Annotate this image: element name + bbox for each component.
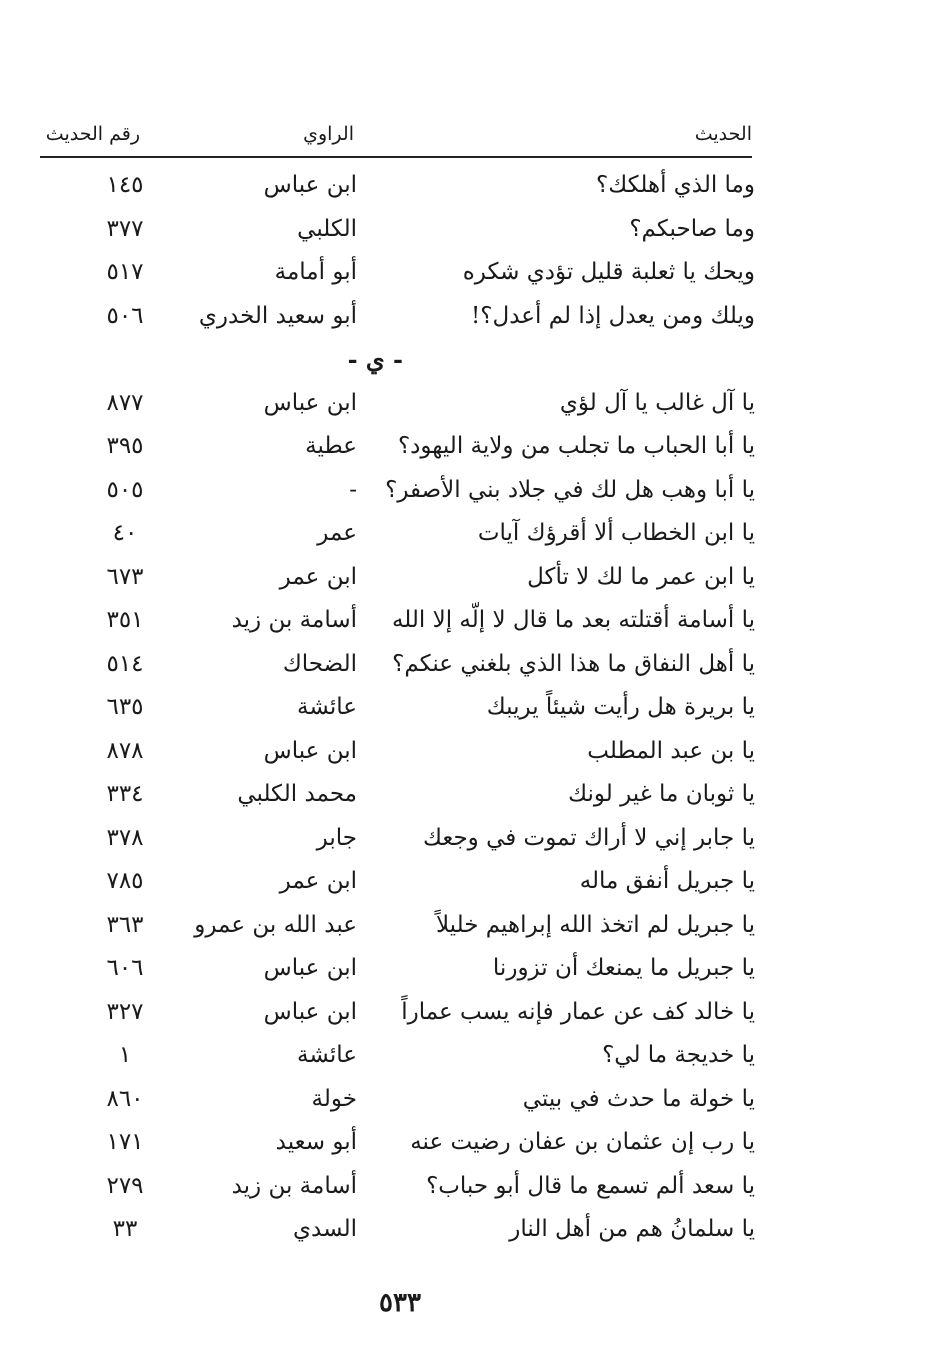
- column-header-number: رقم الحديث: [45, 123, 140, 145]
- table-row: [40, 904, 755, 948]
- table-row: [40, 599, 755, 643]
- hadith-text: ويلك ومن يعدل إذا لم أعدل؟!: [471, 302, 755, 329]
- table-row: [40, 1165, 755, 1209]
- narrator-name: ابن عباس: [263, 172, 357, 198]
- hadith-number: ٣٥١: [106, 607, 144, 633]
- table-row: [40, 686, 755, 730]
- table-row: [40, 1121, 755, 1165]
- narrator-name: أسامة بن زيد: [231, 1172, 357, 1199]
- hadith-number: ٥١٧: [106, 259, 144, 285]
- narrator-name: الكلبي: [297, 215, 357, 242]
- table-row: [40, 1208, 755, 1252]
- hadith-text: يا جابر إني لا أراك تموت في وجعك: [422, 824, 755, 851]
- hadith-number: ٥١٤: [106, 650, 144, 677]
- hadith-number: ٥٠٦: [106, 302, 144, 329]
- table-row: [40, 1078, 755, 1122]
- hadith-text: يا أهل النفاق ما هذا الذي بلغني عنكم؟: [392, 650, 755, 677]
- table-row: [40, 730, 755, 774]
- hadith-text: وما الذي أهلكك؟: [596, 172, 755, 198]
- table-row: [40, 1034, 755, 1078]
- table-row: [40, 947, 755, 991]
- hadith-number: ٥٠٥: [106, 476, 144, 503]
- hadith-number: ٣٩٥: [106, 433, 144, 459]
- hadith-text: ويحك يا ثعلبة قليل تؤدي شكره: [462, 259, 755, 285]
- table-row: [40, 208, 755, 252]
- narrator-name: خولة: [311, 1085, 357, 1112]
- hadith-number: ٣٣: [112, 1216, 138, 1242]
- table-row: [40, 643, 755, 687]
- narrator-name: ابن عباس: [263, 389, 357, 416]
- hadith-text: يا أسامة أقتلته بعد ما قال لا إلّه إلا الله: [391, 607, 755, 633]
- hadith-number: ٧٨٥: [106, 868, 144, 894]
- hadith-number: ٣٧٨: [106, 824, 144, 851]
- hadith-number: ٤٠: [112, 520, 138, 546]
- hadith-text: يا ابن عمر ما لك لا تأكل: [527, 563, 755, 590]
- narrator-name: ابن عباس: [263, 737, 357, 764]
- hadith-text: يا بن عبد المطلب: [587, 737, 755, 764]
- hadith-text: يا ثوبان ما غير لونك: [568, 781, 755, 807]
- index-table: [40, 164, 755, 1252]
- hadith-number: ٣٧٧: [106, 215, 144, 242]
- page-number: ٥٣٣: [379, 1288, 421, 1318]
- table-row: [40, 556, 755, 600]
- hadith-text: يا خالد كف عن عمار فإنه يسب عماراً: [401, 998, 755, 1025]
- narrator-name: أبو سعيد الخدري: [198, 302, 357, 329]
- hadith-text: يا جبريل ما يمنعك أن تزورنا: [492, 955, 755, 981]
- hadith-text: يا جبريل أنفق ماله: [579, 868, 755, 894]
- table-row: [40, 512, 755, 556]
- table-row: [40, 382, 755, 426]
- table-row: [40, 991, 755, 1035]
- narrator-name: ابن عمر: [279, 563, 357, 590]
- hadith-text: يا سعد ألم تسمع ما قال أبو حباب؟: [426, 1172, 755, 1199]
- hadith-text: يا رب إن عثمان بن عفان رضيت عنه: [410, 1129, 755, 1155]
- section-letter-heading: [40, 338, 755, 382]
- column-header-hadith: الحديث: [694, 123, 752, 145]
- narrator-name: عائشة: [297, 694, 357, 720]
- table-header: [40, 120, 752, 148]
- table-row: [40, 251, 755, 295]
- narrator-name: ابن عباس: [263, 998, 357, 1025]
- hadith-text: يا خديجة ما لي؟: [602, 1042, 755, 1068]
- section-letter: - ي -: [347, 345, 403, 374]
- narrator-name: أبو سعيد: [275, 1129, 357, 1155]
- narrator-name: ابن عمر: [279, 868, 357, 894]
- hadith-number: ١٤٥: [106, 172, 144, 198]
- narrator-name: ابن عباس: [263, 955, 357, 981]
- column-header-narrator: الراوي: [303, 123, 354, 145]
- hadith-number: ٦٠٦: [106, 955, 144, 981]
- header-divider: [40, 156, 752, 158]
- hadith-number: ٦٣٥: [106, 694, 144, 720]
- narrator-name: عطية: [305, 433, 357, 459]
- table-row: [40, 773, 755, 817]
- hadith-number: ٣٢٧: [106, 998, 144, 1025]
- hadith-number: ٨٧٨: [106, 737, 144, 764]
- table-row: [40, 469, 755, 513]
- hadith-number: ٨٧٧: [106, 389, 144, 416]
- table-row: [40, 860, 755, 904]
- table-row: [40, 425, 755, 469]
- hadith-number: ٣٣٤: [106, 781, 144, 807]
- narrator-name: الضحاك: [282, 650, 357, 677]
- hadith-number: ١: [118, 1042, 132, 1068]
- narrator-name: جابر: [316, 824, 357, 851]
- hadith-number: ٣٦٣: [106, 911, 144, 938]
- hadith-text: يا بريرة هل رأيت شيئاً يريبك: [486, 694, 755, 720]
- hadith-number: ١٧١: [106, 1129, 144, 1155]
- hadith-text: يا أبا وهب هل لك في جلاد بني الأصفر؟: [385, 476, 755, 503]
- hadith-text: يا سلمانُ هم من أهل النار: [509, 1216, 755, 1242]
- narrator-name: أبو أمامة: [274, 259, 357, 285]
- narrator-name: -: [349, 476, 357, 503]
- table-row: [40, 817, 755, 861]
- hadith-number: ٨٦٠: [106, 1085, 144, 1112]
- narrator-name: عبد الله بن عمرو: [194, 911, 357, 938]
- table-row: [40, 295, 755, 339]
- hadith-text: يا خولة ما حدث في بيتي: [522, 1085, 755, 1112]
- hadith-text: وما صاحبكم؟: [629, 215, 755, 242]
- hadith-text: يا جبريل لم اتخذ الله إبراهيم خليلاً: [435, 911, 755, 938]
- narrator-name: محمد الكلبي: [237, 781, 357, 807]
- hadith-number: ٢٧٩: [106, 1172, 144, 1199]
- narrator-name: السدي: [293, 1216, 357, 1242]
- hadith-text: يا آل غالب يا آل لؤي: [559, 389, 755, 416]
- narrator-name: أسامة بن زيد: [231, 607, 357, 633]
- hadith-text: يا أبا الحباب ما تجلب من ولاية اليهود؟: [397, 433, 755, 459]
- narrator-name: عائشة: [297, 1042, 357, 1068]
- hadith-text: يا ابن الخطاب ألا أقرؤك آيات: [477, 520, 755, 546]
- hadith-number: ٦٧٣: [106, 563, 144, 590]
- table-row: [40, 164, 755, 208]
- narrator-name: عمر: [317, 520, 357, 546]
